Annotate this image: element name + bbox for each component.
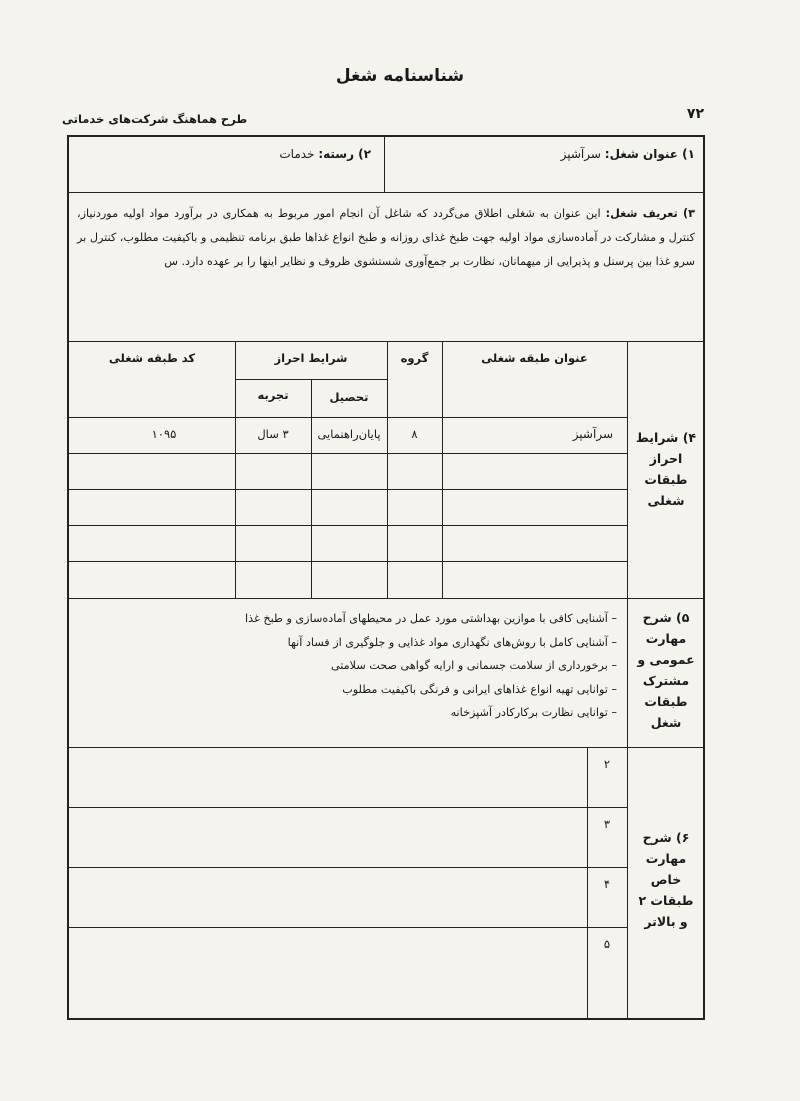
special-side-divider [627, 747, 628, 1018]
general-skills-side-line: شغل [650, 715, 682, 730]
col-header-code: کد طبقه شغلی [108, 351, 196, 365]
qual-row-line [69, 489, 627, 490]
special-row-line [69, 807, 627, 808]
qual-row-line [69, 525, 627, 526]
skills-side-divider [627, 598, 628, 747]
qualifications-side-divider [627, 341, 628, 598]
skills-section-bottom [69, 747, 703, 748]
qual-row-group: ۸ [411, 427, 418, 441]
general-skills-side-line: مشترک [642, 673, 690, 688]
general-skills-side-line: عمومی و [637, 652, 695, 667]
qual-row-class-title: سرآشپز [572, 427, 613, 441]
qualifications-side-line: احراز [649, 451, 683, 466]
col-divider-group [387, 341, 388, 598]
qualifications-side-line: طبقات [644, 472, 688, 487]
special-row-number: ۵ [603, 937, 611, 951]
header-bottom [69, 417, 627, 418]
qualifications-side-label [631, 427, 701, 511]
special-skills-side-label [631, 827, 701, 932]
special-row-number: ۳ [603, 817, 611, 831]
col-header-education: تحصیل [329, 390, 369, 404]
qual-row-line [69, 561, 627, 562]
col-header-class-title: عنوان طبقه شغلی [481, 351, 588, 365]
special-skills-side-line: طبقات ۲ [638, 893, 694, 908]
qual-row-code: ۱۰۹۵ [151, 427, 177, 441]
qual-section-bottom [69, 598, 703, 599]
job-title-label: ۱) عنوان شغل: [604, 147, 695, 161]
job-title-value: سرآشپز [560, 147, 601, 161]
col-header-experience: تجربه [257, 388, 289, 402]
general-skills-side-line: مهارت [645, 631, 687, 646]
special-row-line [69, 867, 627, 868]
page-number: ۷۲ [686, 106, 704, 122]
skill-item: – آشنایی کافی با موازین بهداشتی مورد عمل در محیطهای آماده‌سازی و طبخ غذا [245, 607, 617, 631]
skill-item: – برخورداری از سلامت جسمانی و ارایه گواهی صحت سلامتی [245, 654, 617, 678]
general-skills-side-line: ۵) شرح [642, 610, 690, 625]
qual-row-line [69, 453, 627, 454]
row1-divider [384, 137, 385, 192]
special-row-number: ۴ [603, 877, 611, 891]
definition-text: این عنوان به شغلی اطلاق می‌گردد که شاغل آن انجام امور مربوط به همکاری در برآورد مواد اولیه موردنیاز، کنترل و مشارکت در آماده‌سازی مواد اولیه جهت طبخ غذای روزانه و طبخ انواع غذاها طبق برنامه تنظیمی و باکیفیت مطلوب، کنترل بر سرو غذا بین پرسنل و پذیرایی از میهمانان، نظارت بر جمع‌آوری شستشوی ظروف و نظایر اینها را بر عهده دارد. س [77, 207, 695, 268]
definition-block [77, 202, 695, 274]
job-title-cell [561, 147, 695, 161]
row2-bottom [69, 341, 703, 342]
special-row-number: ۲ [603, 757, 611, 771]
general-skills-list [245, 607, 617, 725]
header-subline [235, 379, 387, 380]
col-header-conditions: شرایط احراز [274, 351, 348, 365]
skill-item: – توانایی نظارت برکارکادر آشپزخانه [245, 701, 617, 725]
special-skills-side-line: خاص [650, 872, 682, 887]
general-skills-side-label [631, 607, 701, 733]
special-skills-side-line: ۶) شرح [642, 830, 690, 845]
qualifications-side-line: ۴) شرایط [635, 430, 697, 445]
category-cell [279, 147, 371, 161]
col-header-group: گروه [400, 351, 429, 365]
col-divider-class [442, 341, 443, 598]
category-value: خدمات [279, 147, 315, 161]
special-skills-side-line: مهارت [645, 851, 687, 866]
job-form [67, 135, 705, 1020]
skill-item: – توانایی تهیه انواع غذاهای ایرانی و فرنگی باکیفیت مطلوب [245, 678, 617, 702]
qual-row-education: پایان‌راهنمایی [317, 427, 381, 441]
page-title: شناسنامه شغل [335, 66, 465, 86]
special-skills-side-line: و بالاتر [644, 914, 688, 929]
definition-label: ۳) تعریف شغل: [605, 207, 696, 220]
general-skills-side-line: طبقات [644, 694, 688, 709]
row1-bottom [69, 192, 703, 193]
category-label: ۲) رسته: [318, 147, 371, 161]
qual-row-experience: ۳ سال [257, 427, 289, 441]
plan-title: طرح هماهنگ شرکت‌های خدماتی [62, 112, 248, 126]
qualifications-side-line: شغلی [647, 493, 685, 508]
special-row-line [69, 927, 627, 928]
skill-item: – آشنایی کامل با روش‌های نگهداری مواد غذایی و جلوگیری از فساد آنها [245, 631, 617, 655]
